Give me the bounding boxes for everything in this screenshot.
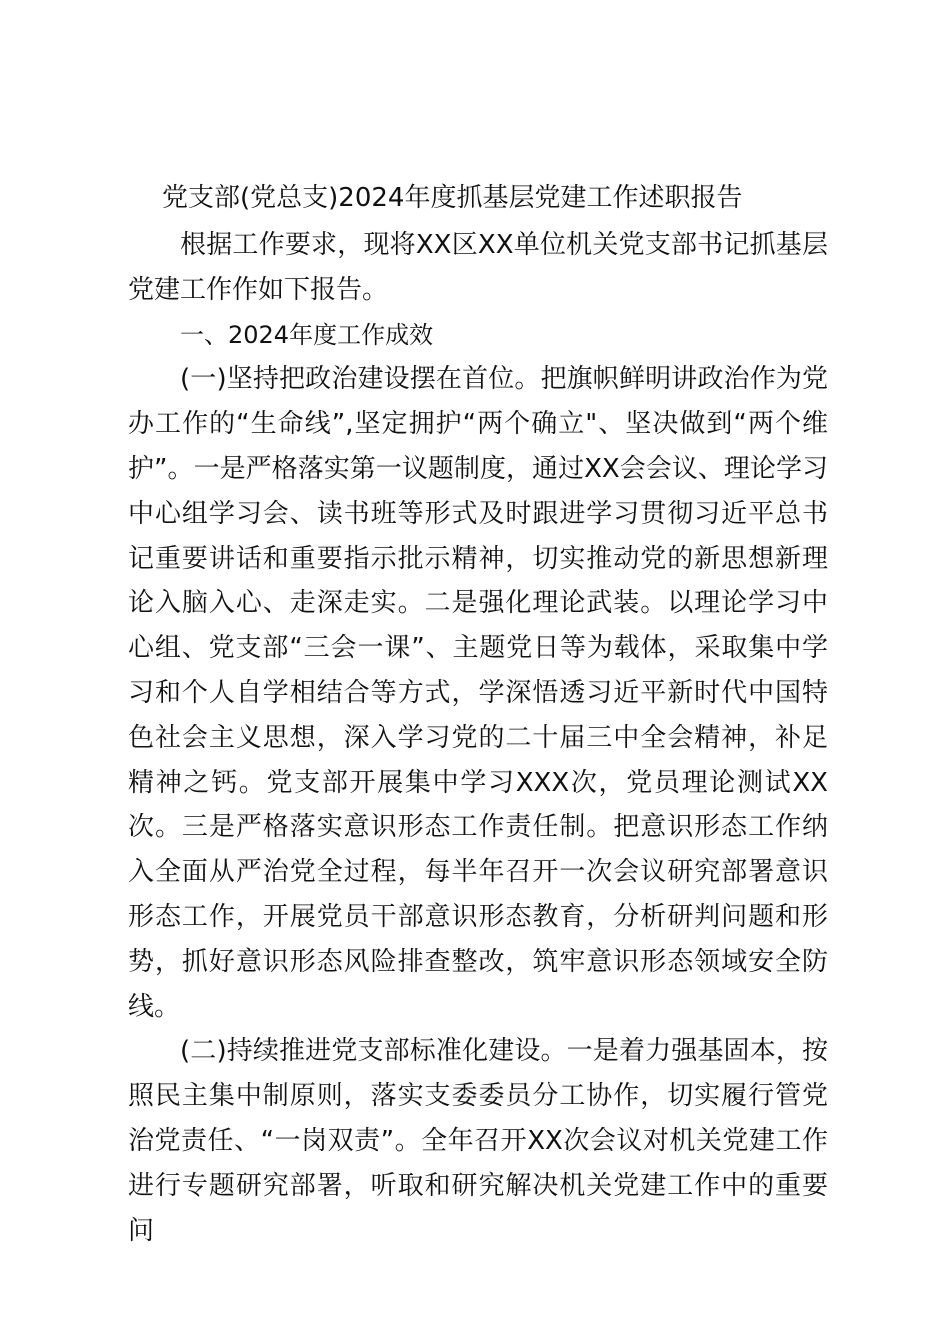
intro-paragraph: 根据工作要求，现将XX区XX单位机关党支部书记抓基层党建工作作如下报告。 [128,230,828,305]
body-paragraph-1: (一)坚持把政治建设摆在首位。把旗帜鲜明讲政治作为党办工作的“生命线”,坚定拥护“两个确立"、坚决做到“两个维护”。一是严格落实第一议题制度，通过XX会会议、理论学习中心组学习会、读书班等形式及时跟进学习贯彻习近平总书记重要讲话和重要指示批示精神，切实推动党的新思想新理论入脑入心、走深走实。二是强化理论武装。以理论学习中心组、党支部“三会一课”、主题党日等为载体，采取集中学习和个人自学相结合等方式，学深悟透习近平新时代中国特色社会主义思想，深入学习党的二十届三中全会精神，补足精神之钙。党支部开展集中学习XXX次，党员理论测试XX次。三是严格落实意识形态工作责任制。把意识形态工作纳入全面从严治党全过程，每半年召开一次会议研究部署意识形态工作，开展党员干部意识形态教育，分析研判问题和形势，抓好意识形态风险排查整改，筑牢意识形态领域安全防线。 [128,364,828,1022]
section-heading: 一、2024年度工作成效 [180,320,434,349]
document-body [128,223,828,1253]
body-paragraph-2: (二)持续推进党支部标准化建设。一是着力强基固本，按照民主集中制原则，落实支委委员分工协作，切实履行管党治党责任、“一岗双责”。全年召开XX次会议对机关党建工作进行专题研究部署，听取和研究解决机关党建工作中的重要问 [128,1036,828,1246]
document-title: 党支部(党总支)2024年度抓基层党建工作述职报告 [162,183,743,213]
